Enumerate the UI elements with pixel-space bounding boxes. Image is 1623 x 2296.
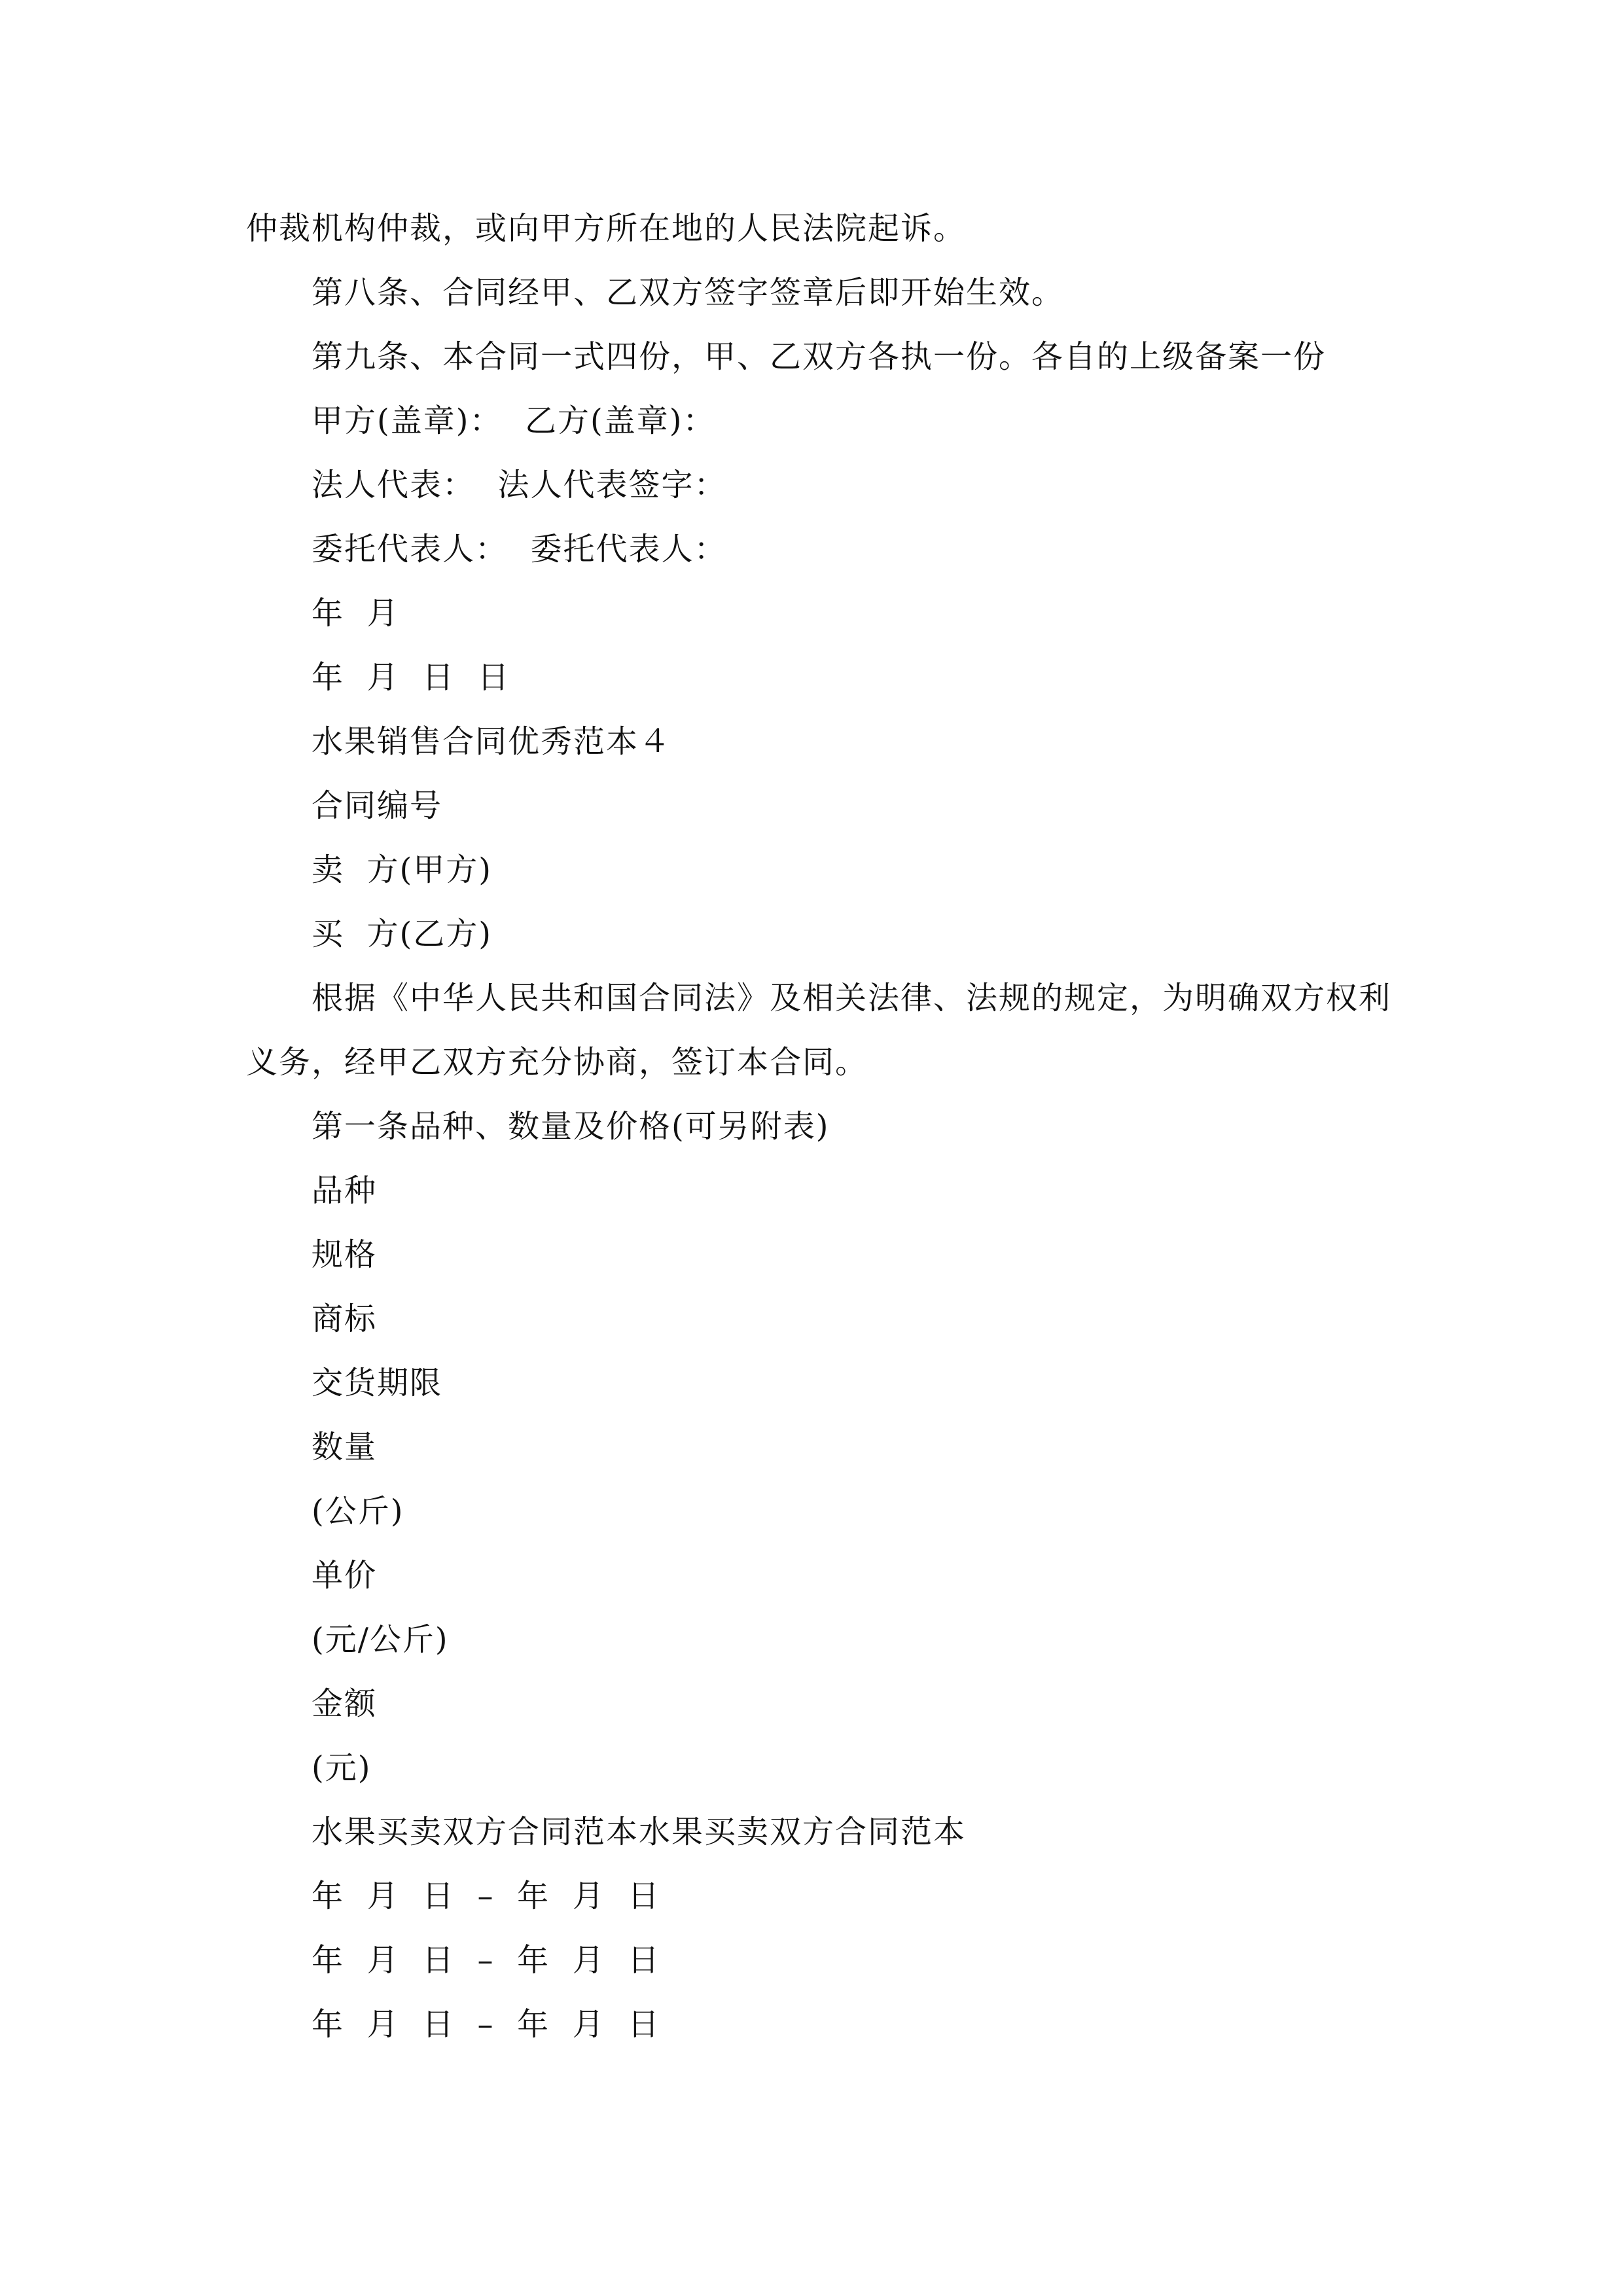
text-line: 第九条、本合同一式四份，甲、乙双方各执一份。各自的上级备案一份 — [312, 338, 1327, 375]
text-line: (元) — [312, 1749, 372, 1786]
text-line: 义务，经甲乙双方充分协商，签订本合同。 — [246, 1044, 868, 1081]
date-range-line: 年 月 日 – 年 月 日 — [312, 1942, 661, 1979]
text-line: 甲方(盖章)： 乙方(盖章)： — [312, 403, 716, 439]
text-line: 委托代表人： 委托代表人： — [312, 531, 727, 567]
text-line: 仲裁机构仲裁，或向甲方所在地的人民法院起诉。 — [246, 210, 967, 247]
text-line: 单价 — [312, 1557, 378, 1594]
text-line: (公斤) — [312, 1493, 404, 1530]
text-line: (元/公斤) — [312, 1621, 449, 1658]
text-line: 品种 — [312, 1172, 378, 1209]
date-range-line: 年 月 日 – 年 月 日 — [312, 2006, 661, 2043]
text-line: 法人代表： 法人代表签字： — [312, 467, 727, 503]
section-title: 水果销售合同优秀范本４ — [312, 723, 672, 760]
date-range-line: 年 月 日 – 年 月 日 — [312, 1878, 661, 1914]
text-line: 水果买卖双方合同范本水果买卖双方合同范本 — [312, 1814, 967, 1850]
text-line: 第八条、合同经甲、乙双方签字签章后即开始生效。 — [312, 274, 1065, 311]
text-line: 年 月 日 日 — [312, 659, 510, 696]
text-line: 数量 — [312, 1429, 378, 1465]
text-line: 交货期限 — [312, 1365, 443, 1401]
text-line: 根据《中华人民共和国合同法》及相关法律、法规的规定，为明确双方权利 — [312, 980, 1392, 1016]
text-line: 规格 — [312, 1236, 378, 1273]
text-line: 第一条品种、数量及价格(可另附表) — [312, 1108, 830, 1145]
text-line: 年 月 — [312, 595, 400, 632]
text-line: 卖 方(甲方) — [312, 852, 492, 888]
text-line: 买 方(乙方) — [312, 916, 492, 952]
document-body — [246, 196, 1392, 2056]
text-line: 金额 — [312, 1685, 378, 1722]
text-line: 商标 — [312, 1300, 378, 1337]
text-line: 合同编号 — [312, 787, 443, 824]
